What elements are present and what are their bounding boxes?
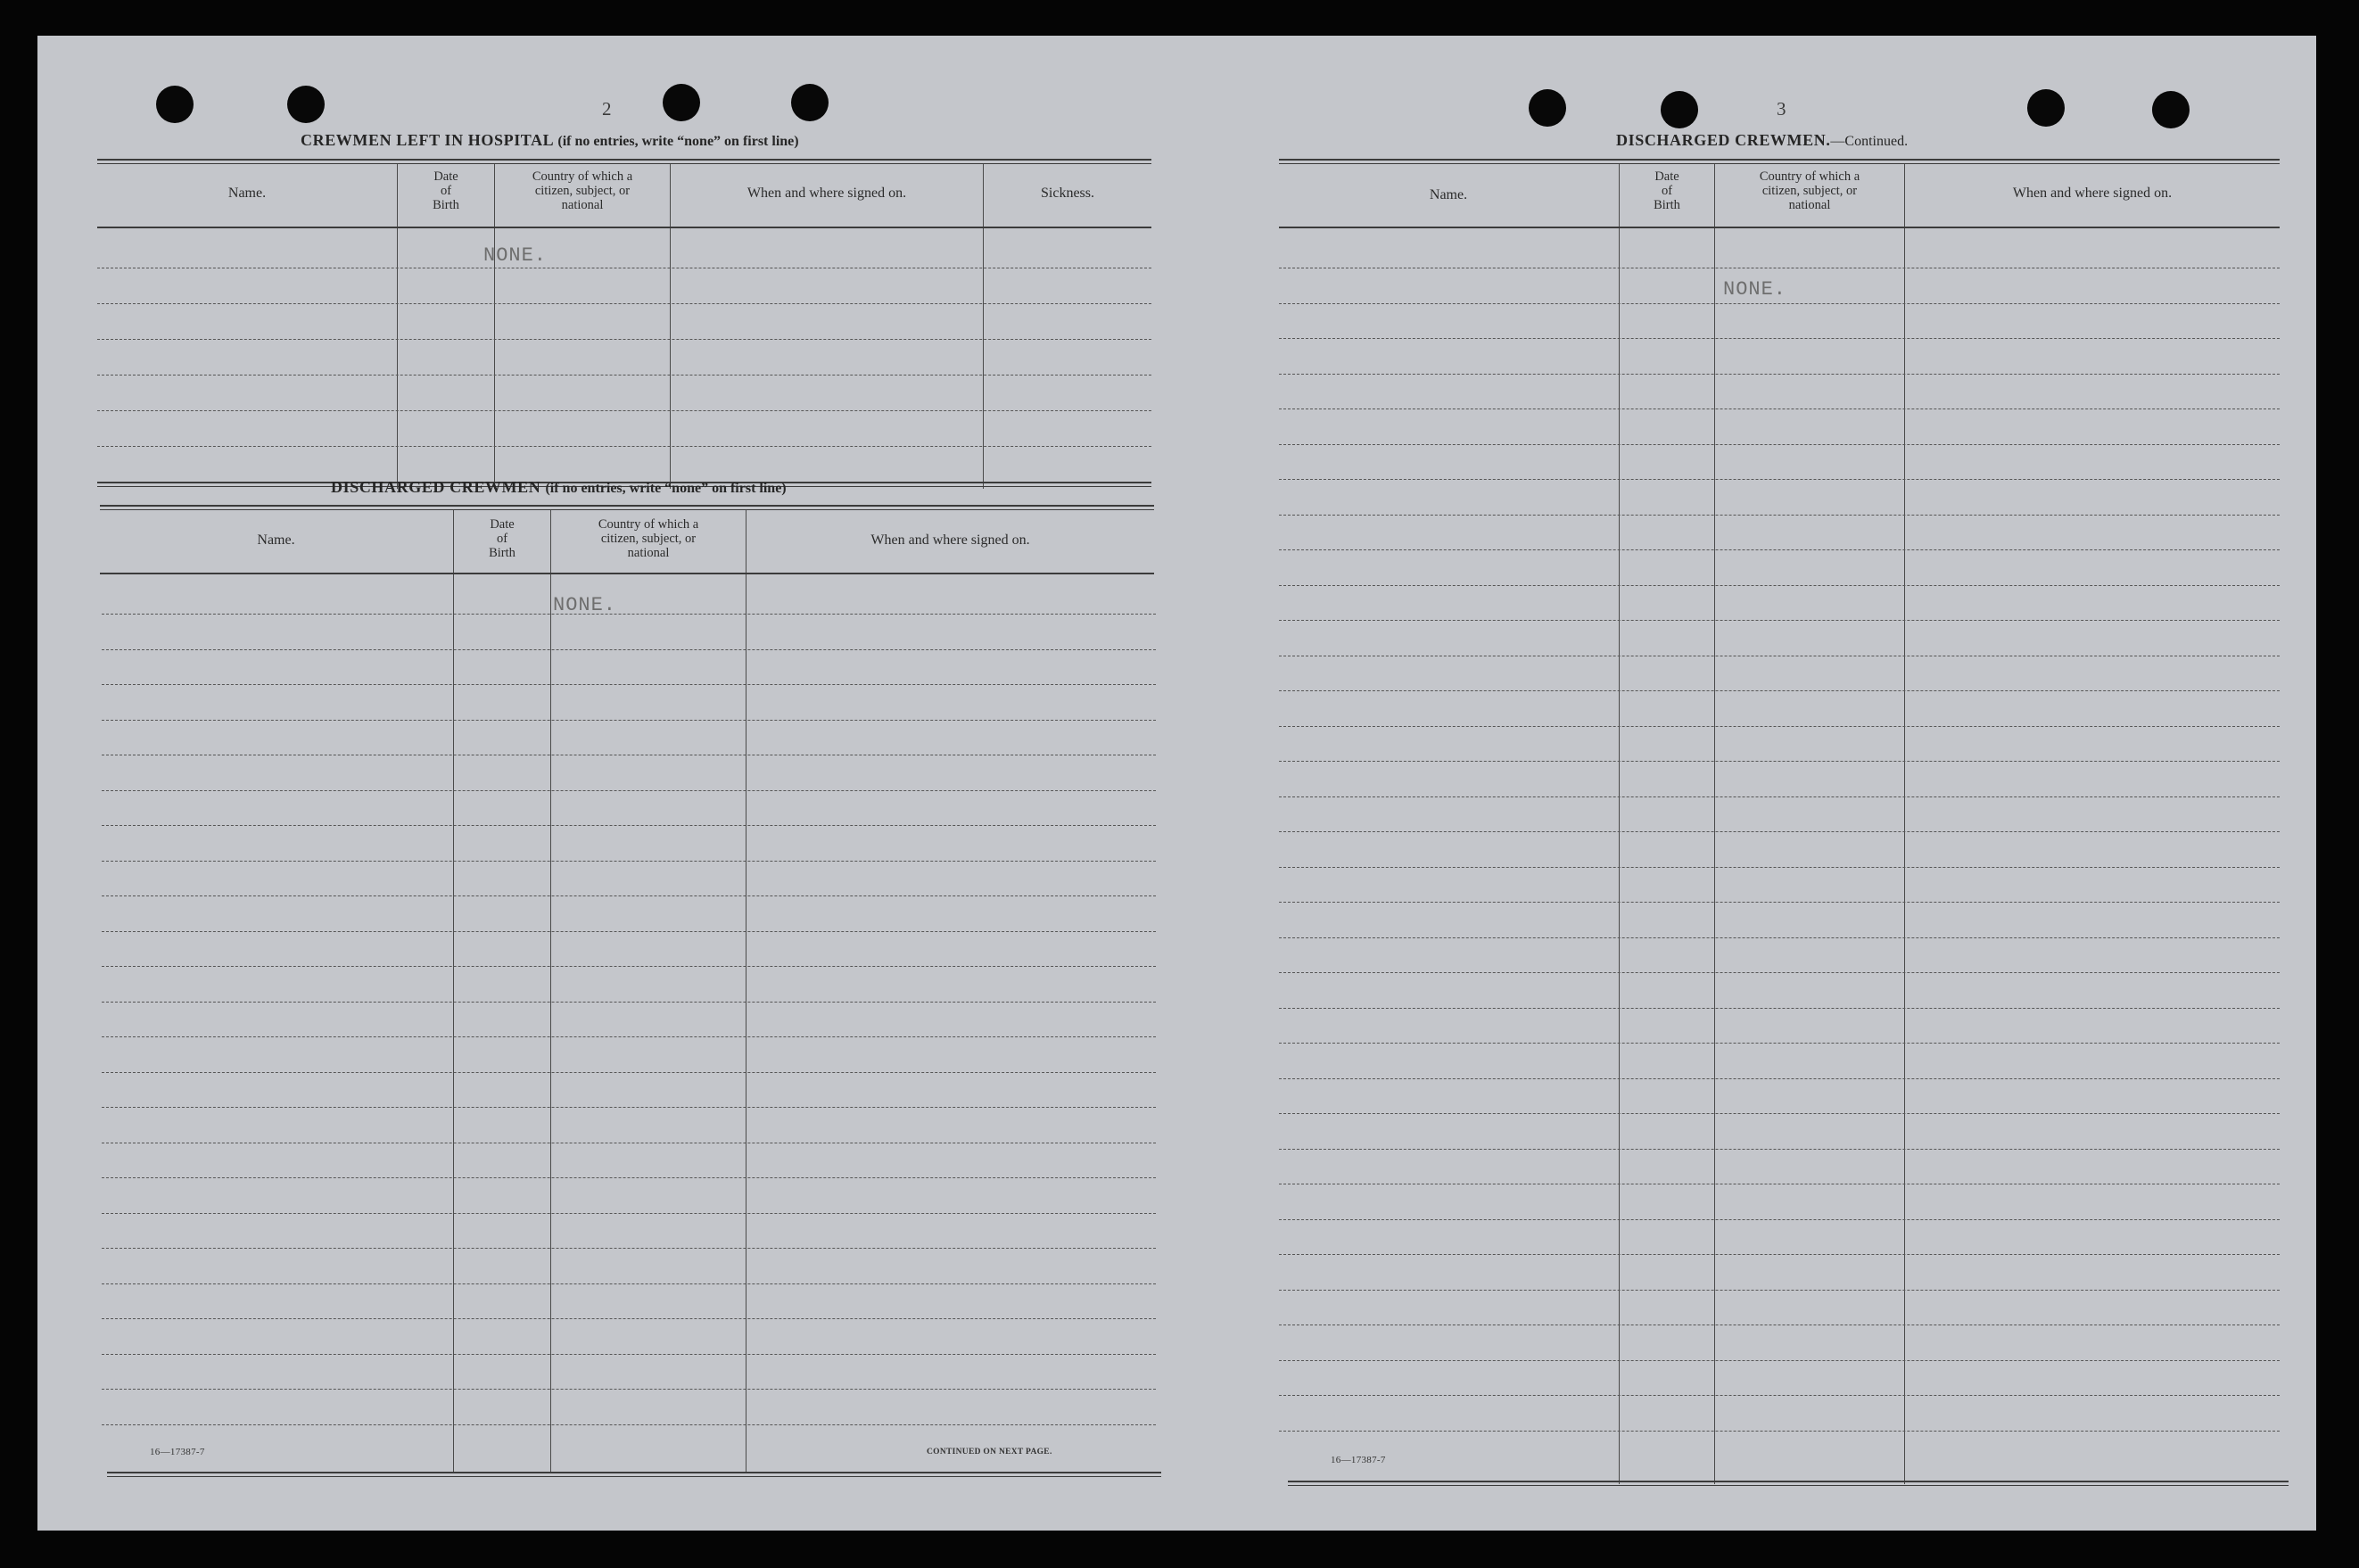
- hospital-section-title: [301, 131, 799, 150]
- entry-line: [102, 1177, 1156, 1178]
- entry-line: [102, 1002, 1156, 1003]
- form-number: 16—17387-7: [1331, 1455, 1386, 1465]
- entry-line: [1279, 585, 2280, 586]
- entry-line: [102, 861, 1156, 862]
- column-divider: [1714, 164, 1715, 1484]
- hospital-top-rule: [97, 159, 1151, 161]
- hospital-header-rule: [97, 227, 1151, 228]
- entry-line: [97, 410, 1151, 411]
- entry-line: [102, 720, 1156, 721]
- punch-hole: [663, 84, 700, 121]
- column-divider: [397, 164, 398, 489]
- entry-line: [102, 649, 1156, 650]
- entry-line: [102, 1389, 1156, 1390]
- entry-line: [1279, 620, 2280, 621]
- entry-line: [1279, 303, 2280, 304]
- column-divider: [453, 510, 454, 1473]
- entry-line: [102, 895, 1156, 896]
- entry-line: [1279, 1290, 2280, 1291]
- col-header-dob: Date of Birth: [433, 169, 459, 212]
- col-header-country: Country of which a citizen, subject, or national: [598, 517, 699, 560]
- discharged-header-rule: [100, 573, 1154, 574]
- entry-line: [1279, 761, 2280, 762]
- col-header-signed-on: When and where signed on.: [870, 532, 1030, 548]
- col-header-name: Name.: [257, 532, 295, 548]
- col-header-signed-on: When and where signed on.: [746, 186, 907, 201]
- entry-line: [102, 931, 1156, 932]
- entry-line: [102, 614, 1156, 615]
- entry-line: [1279, 479, 2280, 480]
- entry-line: [102, 1107, 1156, 1108]
- right-header-rule: [1279, 227, 2280, 228]
- entry-line: [1279, 726, 2280, 727]
- entry-line: [1279, 444, 2280, 445]
- entry-line: [97, 339, 1151, 340]
- entry-line: [1279, 1113, 2280, 1114]
- entry-line: [1279, 1078, 2280, 1079]
- entry-line: [1279, 1431, 2280, 1432]
- punch-hole: [2152, 91, 2190, 128]
- punch-hole: [156, 86, 194, 123]
- discharged-top-rule: [100, 505, 1154, 507]
- entry-line: [102, 1318, 1156, 1319]
- entry-line: [102, 1213, 1156, 1214]
- entry-line: [1279, 831, 2280, 832]
- entry-line: [1279, 1254, 2280, 1255]
- punch-hole: [287, 86, 325, 123]
- entry-line: [1279, 972, 2280, 973]
- entry-line: [1279, 690, 2280, 691]
- discharged-continued-title: [1616, 131, 1908, 150]
- entry-line: [1279, 1219, 2280, 1220]
- entry-line: [1279, 338, 2280, 339]
- entry-line: [102, 1424, 1156, 1425]
- col-header-country: Country of which a citizen, subject, or national: [532, 169, 633, 212]
- entry-line: [102, 966, 1156, 967]
- entry-line: [1279, 1395, 2280, 1396]
- col-header-sickness: Sickness.: [1041, 186, 1094, 201]
- right-bottom-rule: [1288, 1481, 2289, 1482]
- entry-line: [1279, 549, 2280, 550]
- entry-line: [1279, 937, 2280, 938]
- punch-hole: [791, 84, 829, 121]
- hospital-title-note: (if no entries, write “none” on first line): [557, 134, 799, 149]
- entry-line: [102, 790, 1156, 791]
- entry-line: [1279, 515, 2280, 516]
- entry-line: [1279, 867, 2280, 868]
- discharged-bottom-rule: [107, 1472, 1161, 1473]
- column-divider: [494, 164, 495, 489]
- discharged-section-title: [331, 478, 787, 497]
- form-number: 16—17387-7: [150, 1447, 205, 1457]
- column-divider: [550, 510, 551, 1473]
- entry-line: [102, 1354, 1156, 1355]
- hospital-title-text: CREWMEN LEFT IN HOSPITAL: [301, 131, 554, 149]
- discharged-entry-none: NONE.: [553, 594, 617, 616]
- entry-line: [102, 684, 1156, 685]
- right-top-rule: [1279, 159, 2280, 161]
- left-page: [37, 36, 1188, 1531]
- entry-line: [1279, 1043, 2280, 1044]
- column-divider: [670, 164, 671, 489]
- manifest-sheet: [37, 36, 2316, 1531]
- col-header-name: Name.: [227, 186, 267, 201]
- col-header-dob: Date of Birth: [489, 517, 516, 560]
- discharged-title-note: (if no entries, write “none” on first line): [545, 481, 787, 496]
- entry-line: [102, 1248, 1156, 1249]
- entry-line: [102, 825, 1156, 826]
- right-entry-none: NONE.: [1723, 278, 1787, 301]
- continued-note: CONTINUED ON NEXT PAGE.: [927, 1448, 1052, 1457]
- entry-line: [102, 1283, 1156, 1284]
- col-header-dob: Date of Birth: [1654, 169, 1680, 212]
- entry-line: [1279, 796, 2280, 797]
- hospital-entry-none: NONE.: [483, 244, 548, 267]
- entry-line: [1279, 374, 2280, 375]
- entry-line: [97, 446, 1151, 447]
- column-divider: [983, 164, 984, 489]
- entry-line: [1279, 1360, 2280, 1361]
- discharged-title-text: DISCHARGED CREWMEN: [331, 478, 541, 496]
- page-number: 3: [1777, 98, 1786, 120]
- entry-line: [1279, 1149, 2280, 1150]
- col-header-signed-on: When and where signed on.: [2012, 186, 2173, 201]
- page-number: 2: [602, 98, 612, 120]
- entry-line: [102, 1036, 1156, 1037]
- entry-line: [97, 303, 1151, 304]
- entry-line: [102, 1072, 1156, 1073]
- punch-hole: [2027, 89, 2065, 127]
- right-page: [1188, 36, 2316, 1531]
- punch-hole: [1529, 89, 1566, 127]
- entry-line: [1279, 902, 2280, 903]
- col-header-name: Name.: [1429, 187, 1468, 202]
- column-divider: [1619, 164, 1620, 1484]
- punch-hole: [1661, 91, 1698, 128]
- discharged-continued-text: DISCHARGED CREWMEN.: [1616, 131, 1831, 149]
- column-divider: [1904, 164, 1905, 1484]
- entry-line: [1279, 1008, 2280, 1009]
- col-header-country: Country of which a citizen, subject, or national: [1759, 169, 1860, 212]
- continued-suffix: —Continued.: [1830, 134, 1909, 149]
